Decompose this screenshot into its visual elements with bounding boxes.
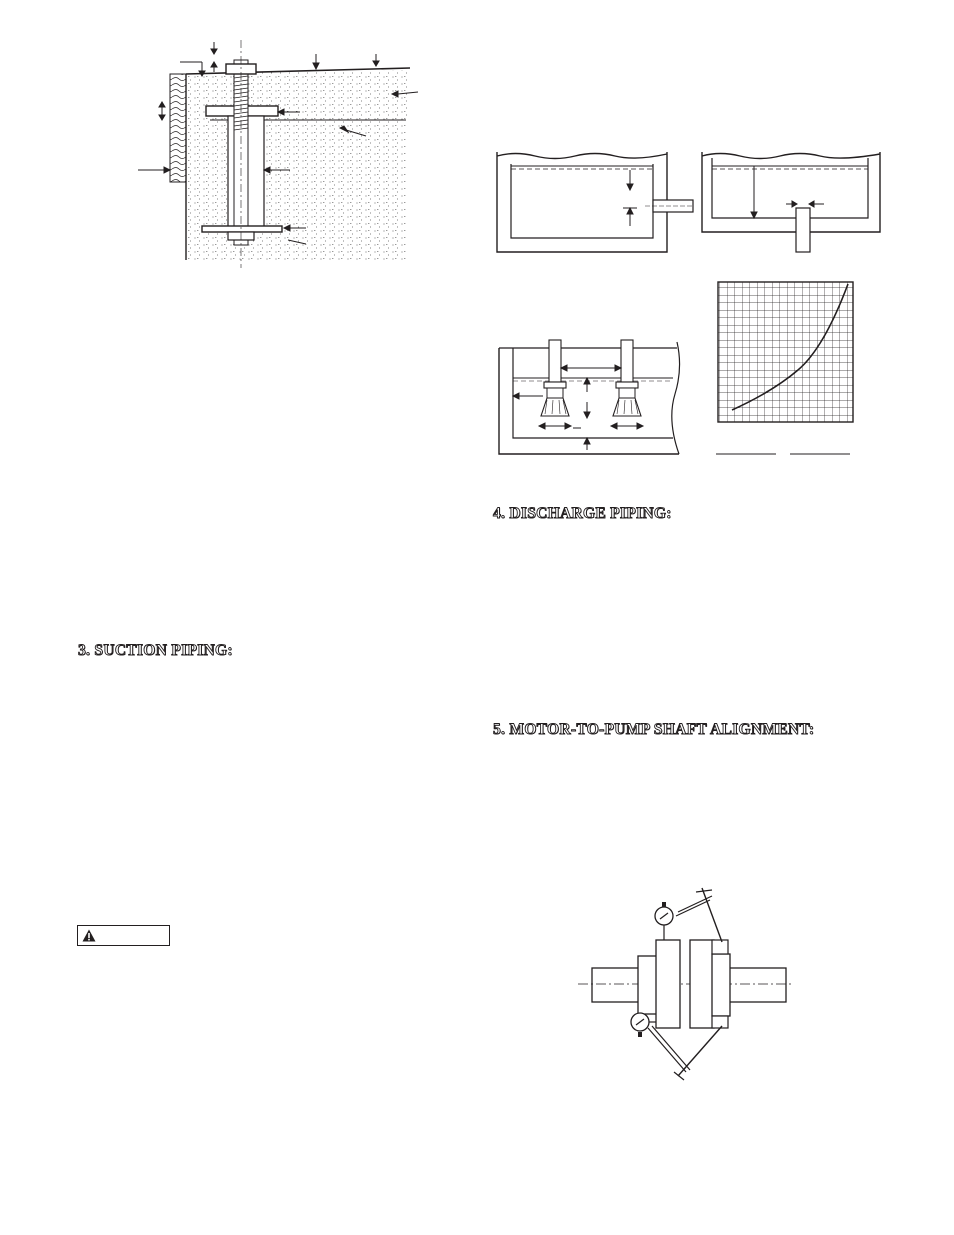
suction-bell-spacing-figure <box>497 338 693 458</box>
dial-indicator-figure <box>578 886 792 1082</box>
submergence-graph-figure <box>712 280 858 458</box>
warning-triangle-icon <box>82 929 96 942</box>
shaft-alignment-heading: 5. MOTOR-TO-PUMP SHAFT ALIGNMENT: <box>493 721 815 738</box>
discharge-piping-heading: 4. DISCHARGE PIPING: <box>493 505 672 522</box>
warning-badge <box>77 925 170 946</box>
foundation-bolt-figure <box>130 40 420 270</box>
sump-vertical-figure <box>700 148 884 254</box>
suction-piping-heading: 3. SUCTION PIPING: <box>78 642 233 659</box>
sump-horizontal-figure <box>495 148 695 254</box>
